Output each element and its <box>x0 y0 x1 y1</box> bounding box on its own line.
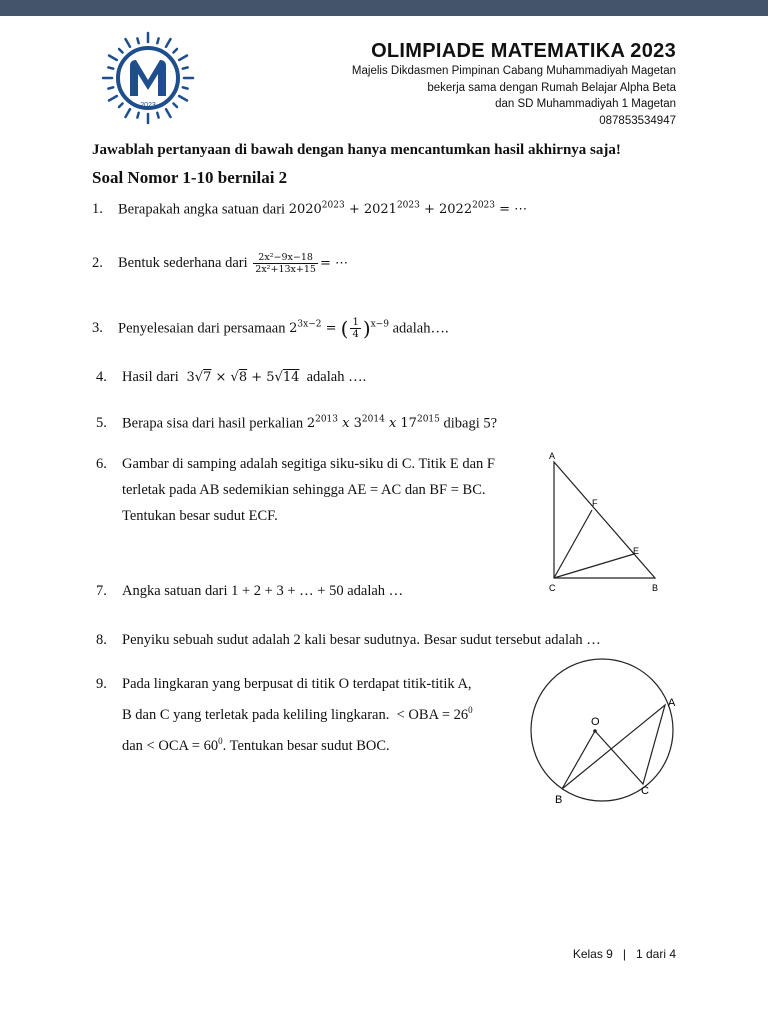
question-5: 5. Berapa sisa dari hasil perkalian $2^{2013}$ x $3^{2014}$ x $17^{2015}$ dibagi 5? <box>96 415 498 432</box>
logo-ray <box>119 103 123 107</box>
page-title: OLIMPIADE MATEMATIKA 2023 <box>371 40 676 62</box>
question-8: 8. Penyiku sebuah sudut adalah 2 kali besar sudutnya. Besar sudut tersebut adalah … <box>96 632 601 648</box>
logo-ray <box>137 113 138 118</box>
section-title: Soal Nomor 1-10 bernilai 2 <box>92 168 288 187</box>
label-B: B <box>555 794 563 806</box>
instruction: Jawablah pertanyaan di bawah dengan hanya mencantumkan hasil akhirnya saja! <box>92 142 621 158</box>
question-5-text: Berapa sisa dari hasil perkalian <box>122 415 304 432</box>
question-3-equation: $2^{3x-2}$ = ( $\frac{1}{4}$ )$^{x-9}$ <box>289 316 389 341</box>
question-4-suffix: adalah …. <box>306 369 367 385</box>
circle-figure <box>522 658 692 808</box>
question-1-text: Berapakah angka satuan dari <box>118 201 286 218</box>
question-9-line-2: B dan C yang terletak pada keliling lingkaran. < OBA = $26^0$ <box>122 705 473 723</box>
logo-ray <box>173 103 177 107</box>
question-1: 1. Berapakah angka satuan dari $2020^{2023} + 2021^{2023} + 2022^{2023}$ = ⋯ <box>92 201 528 218</box>
logo-ray <box>126 39 131 47</box>
question-9: 9. Pada lingkaran yang berpusat di titik O terdapat titik-titik A, B dan C yang terletak pada keliling lingkaran. < OBA = $26^0$ dan < OCA = $60^0$. Tentukan besar sudut BOC. <box>96 671 473 759</box>
top-bar <box>0 0 768 16</box>
question-4: 4. Hasil dari 3√7 × √8 + 5√14 adalah …. <box>96 369 367 385</box>
logo-ray <box>157 38 158 43</box>
header-line-2: bekerja sama dengan Rumah Belajar Alpha Beta <box>427 81 676 94</box>
label-F: F <box>592 498 598 508</box>
logo-ray <box>173 49 177 53</box>
logo-ray <box>157 113 158 118</box>
question-8-text: Penyiku sebuah sudut adalah 2 kali besar sudutnya. Besar sudut tersebut adalah … <box>122 632 601 648</box>
question-9-line-1: Pada lingkaran yang berpusat di titik O terdapat titik-titik A, <box>122 676 472 692</box>
logo-ray <box>166 39 171 47</box>
logo-ray <box>126 109 131 117</box>
question-6-line-1: Gambar di samping adalah segitiga siku-siku di C. Titik E dan F <box>122 456 495 472</box>
question-6-line-3: Tentukan besar sudut ECF. <box>122 508 278 524</box>
question-9-line-3: dan < OCA = $60^0$. Tentukan besar sudut BOC. <box>122 735 390 754</box>
question-7-text: Angka satuan dari 1 + 2 + 3 + … + 50 adalah … <box>122 583 404 599</box>
label-A: A <box>549 451 556 461</box>
label-O: O <box>591 716 600 728</box>
logo-ray <box>183 87 188 88</box>
header-block <box>352 40 676 129</box>
header-line-1: Majelis Dikdasmen Pimpinan Cabang Muhammadiyah Magetan <box>351 65 676 77</box>
question-4-expression: 3√7 × √8 + 5√14 <box>182 370 300 385</box>
question-5-suffix: dibagi 5? <box>443 415 498 432</box>
footer-page: 1 dari 4 <box>635 947 676 961</box>
logo-ray <box>109 96 117 101</box>
olympiad-logo <box>100 30 196 126</box>
logo-ray <box>108 87 113 88</box>
logo-year: 2023 <box>140 102 156 109</box>
question-2: 2. Bentuk sederhana dari $\frac{\text{2x²−9x−18}}{\text{2x²+13x+15}}$ = ⋯ <box>92 252 348 276</box>
question-3-suffix: adalah…. <box>392 320 449 337</box>
question-1-expression: $2020^{2023} + 2021^{2023} + 2022^{2023}$ = ⋯ <box>288 201 528 218</box>
question-4-text: Hasil dari <box>122 369 179 385</box>
logo-ray <box>109 56 117 61</box>
label-C: C <box>549 583 556 593</box>
question-5-expression: $2^{2013}$ x $3^{2014}$ x $17^{2015}$ <box>306 415 440 432</box>
question-7: 7. Angka satuan dari 1 + 2 + 3 + … + 50 adalah … <box>96 583 404 599</box>
logo-ray <box>119 49 123 53</box>
label-C: C <box>641 785 649 797</box>
question-6-line-2: terletak pada AB sedemikian sehingga AE = AC dan BF = BC. <box>122 482 486 498</box>
footer-separator: | <box>622 947 626 961</box>
label-A: A <box>668 697 676 709</box>
question-2-text: Bentuk sederhana dari <box>118 255 248 271</box>
triangle-figure <box>540 448 680 600</box>
question-3-text: Penyelesaian dari persamaan <box>118 320 286 337</box>
logo-ray <box>179 56 187 61</box>
question-3: 3. Penyelesaian dari persamaan $2^{3x-2}$ = ( $\frac{1}{4}$ )$^{x-9}$ adalah…. <box>92 316 449 341</box>
logo-ray <box>166 109 171 117</box>
header-line-3: dan SD Muhammadiyah 1 Magetan <box>495 98 676 110</box>
logo-ray <box>183 67 188 68</box>
question-2-fraction: $\frac{\text{2x²−9x−18}}{\text{2x²+13x+15}}$ <box>255 252 316 276</box>
label-E: E <box>633 546 640 556</box>
footer-class: Kelas 9 <box>572 947 613 961</box>
footer <box>573 947 676 961</box>
label-B: B <box>652 583 659 593</box>
header-phone: 087853534947 <box>599 114 676 127</box>
logo-ray <box>179 96 187 101</box>
question-6: 6. Gambar di samping adalah segitiga siku-siku di C. Titik E dan F terletak pada AB sedemikian sehingga AE = AC dan BF = BC. Tentukan besar sudut ECF. <box>96 451 495 529</box>
logo-ray <box>108 67 113 68</box>
logo-ray <box>137 38 138 43</box>
